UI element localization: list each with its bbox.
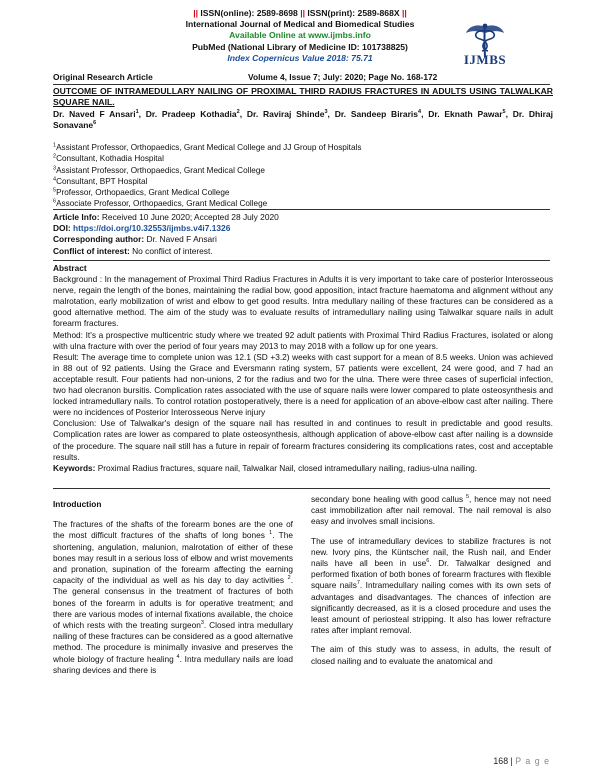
affiliation: $^1$Assistant Professor, Orthopaedics, Grant Medical College and JJ Group of Hospitals [53,142,362,152]
affiliation-divider [53,209,550,210]
issn-print: ISSN(print): 2589-868X [307,8,400,18]
availability-line [0,30,600,41]
journal-name: International Journal of Medical and Biomedical Studies [185,19,415,30]
abstract-divider [53,488,550,489]
abstract-conclusion: Conclusion: Use of Talwalkar's design of the square nail has resulted in and continues to result in predictable and good results. Complication rates are lower as compared to plate osteosynthesis, although application of above-elbow cast after nailing is a downside of the procedure. The square nail still has a future in repair of forearm fractures considering its complications rates, cost and acceptable results. [53,418,553,462]
conflict-line: Conflict of interest: No conflict of interest. [53,245,213,256]
page-footer: 168 | P a g e [493,756,550,766]
page-word: P a g e [515,756,550,766]
article-type: Original Research Article [53,72,153,82]
abstract-method: Method: It's a prospective multicentric study where we treated 92 adult patients with Proximal Third Radius Fractures, isolated or along with ulna fracture with over the period of four years may 2013 to may 2018 with a follow up for one years. [53,329,553,351]
article-meta-row [53,72,550,84]
abstract-heading: Abstract [53,263,87,273]
doi-link[interactable]: https://doi.org/10.32553/ijmbs.v4i7.1326 [73,223,231,234]
abstract-background: Background : In the management of Proximal Third Radius Fractures in Adults it is very important to take care of posterior Interosseous nerve, regain the length of the bones, maintaining the radial bow, good apposition, intact fracture haematoma and alignment without any malrotation, early mobilization of wrist and elbow to get good results. Intra medullary nailing of these fractures can be considered as a good alternative method. The aim of the study was to evaluate results of intramedullary nailing using Talwalkar square nails in adult forearm fractures. [53,274,553,329]
author: Dr. Sandeep Biraris [334,109,418,119]
corresponding-line: Corresponding author: Dr. Naved F Ansari [53,234,217,245]
header-divider [53,84,550,85]
author-list: Dr. Naved F Ansari$^1$, Dr. Pradeep Kothadia$^2$, Dr. Raviraj Shinde$^3$, Dr. Sandeep Biraris$^4$, Dr. Eknath Pawar$^5$, Dr. Dhiraj Sonavane$^6$ [53,109,553,131]
issn-line: || ISSN(online): 2589-8698 || ISSN(print): 2589-868X || [193,8,407,18]
body-right-column [311,494,551,675]
logo-text: IJMBS [463,52,507,67]
article-title: OUTCOME OF INTRAMEDULLARY NAILING OF PROXIMAL THIRD RADIUS FRACTURES IN ADULTS USING TALWALKAR SQUARE NAIL. [53,86,553,108]
author: Dr. Dhiraj Sonavane [53,109,553,131]
affiliation: $^3$Assistant Professor, Orthopaedics, Grant Medical College [53,164,265,175]
journal-header [0,8,600,64]
volume-info: Volume 4, Issue 7; July: 2020; Page No. 168-172 [248,72,438,82]
keywords: Keywords: Proximal Radius fractures, square nail, Talwalkar Nail, closed intramedullary nailing, radius-ulna nailing. [53,462,478,473]
author: Dr. Eknath Pawar [428,109,503,119]
dates-line: Article Info: Received 10 June 2020; Accepted 28 July 2020 [53,212,279,222]
paragraph: secondary bone healing with good callus $^5$, hence may not need cast immobilization after nail removal. The nail removal is also easy and involves small incisions. [311,494,551,527]
abstract-result: Result: The average time to complete union was 12.1 (SD +3.2) weeks with cast support for a mean of 8.5 weeks. Union was achieved in 88 out of 92 patients. Using the Grace and Eversmann rating system, 57 patients were excellent, 24 were good, and 7 had an acceptable result. Four patients had non-unions, 2 for the radius and two for the ulna. There were three cases of superficial infection, two had olecranon bursitis. Complication rates associated with the use of square nails were lower compared to plate osteosynthesis and locked intramedullary nails. To control rotation postoperatively, there is a need for application of an above-elbow cast after nailing. There were no incidences of Posterior Interosseous Nerve injury [53,351,553,418]
index-copernicus: Index Copernicus Value 2018: 75.71 [227,52,373,63]
affiliation-list [53,142,553,210]
pubmed-line: PubMed (National Library of Medicine ID: 101738825) [192,41,408,52]
paragraph: The use of intramedullary devices to stabilize fractures is not new. Ivory pins, the Küntscher nail, the Rush nail, and Ender nails have all been in use$^6$. Dr. Talwalkar designed and performed fixation of both bones of forearm fractures with flexible square nails$^7$. Intramedullary nailing comes with its own sets of advantages and disadvantages. The chances of infection are significantly decreased, as it is a closed procedure and uses the least amount of periosteal stripping. It also has lower refracture rates after implant removal. [311,535,551,636]
intro-paragraph: The fractures of the shafts of the forearm bones are the one of the most difficult fractures of the shafts of long bones $^1$. The shortening, angulation, malunion, malrotation of either of these bones may result in a serious loss of elbow and wrist movements and pronation, supination of the forearm affecting the earning capacity of the individual as well as his day to day activities $^2$. The general consensus in the treatment of fractures of both bones of the forearm in adults is for operative treatment; and there are various modes of internal fixations available, the choice of which rests with the treating surgeon$^3$. Closed intra medullary nailing of these fractures can be considered as a good alternative method. The procedure is minimally invasive and preserves the whole biology of fracture healing $^4$. Intra medullary nails are load sharing devices and there is [53,519,294,675]
article-info [53,212,553,257]
author: Dr. Raviraj Shinde [246,109,325,119]
author: Dr. Naved F Ansari [53,109,136,119]
affiliation: $^2$Consultant, Kothadia Hospital [53,153,164,164]
body-left-column [53,499,293,684]
info-divider [53,260,550,261]
paragraph: The aim of this study was to assess, in adults, the result of closed nailing and to evaluate the anatomical and [311,644,551,666]
affiliation: $^4$Consultant, BPT Hospital [53,176,148,186]
issn-online: ISSN(online): 2589-8698 [200,8,298,18]
abstract [53,263,553,474]
affiliation: $^6$Associate Professor, Orthopaedics, Grant Medical College [53,198,268,209]
doi-line: DOI: https://doi.org/10.32553/ijmbs.v4i7.1326 [53,223,231,234]
available-prefix: Available Online at [229,30,309,41]
website-link[interactable]: www.ijmbs.info [308,30,371,41]
page-number: 168 [493,756,509,766]
introduction-heading: Introduction [53,499,102,509]
affiliation: $^5$Professor, Orthopaedics, Grant Medical College [53,187,230,198]
author: Dr. Pradeep Kothadia [145,109,237,119]
